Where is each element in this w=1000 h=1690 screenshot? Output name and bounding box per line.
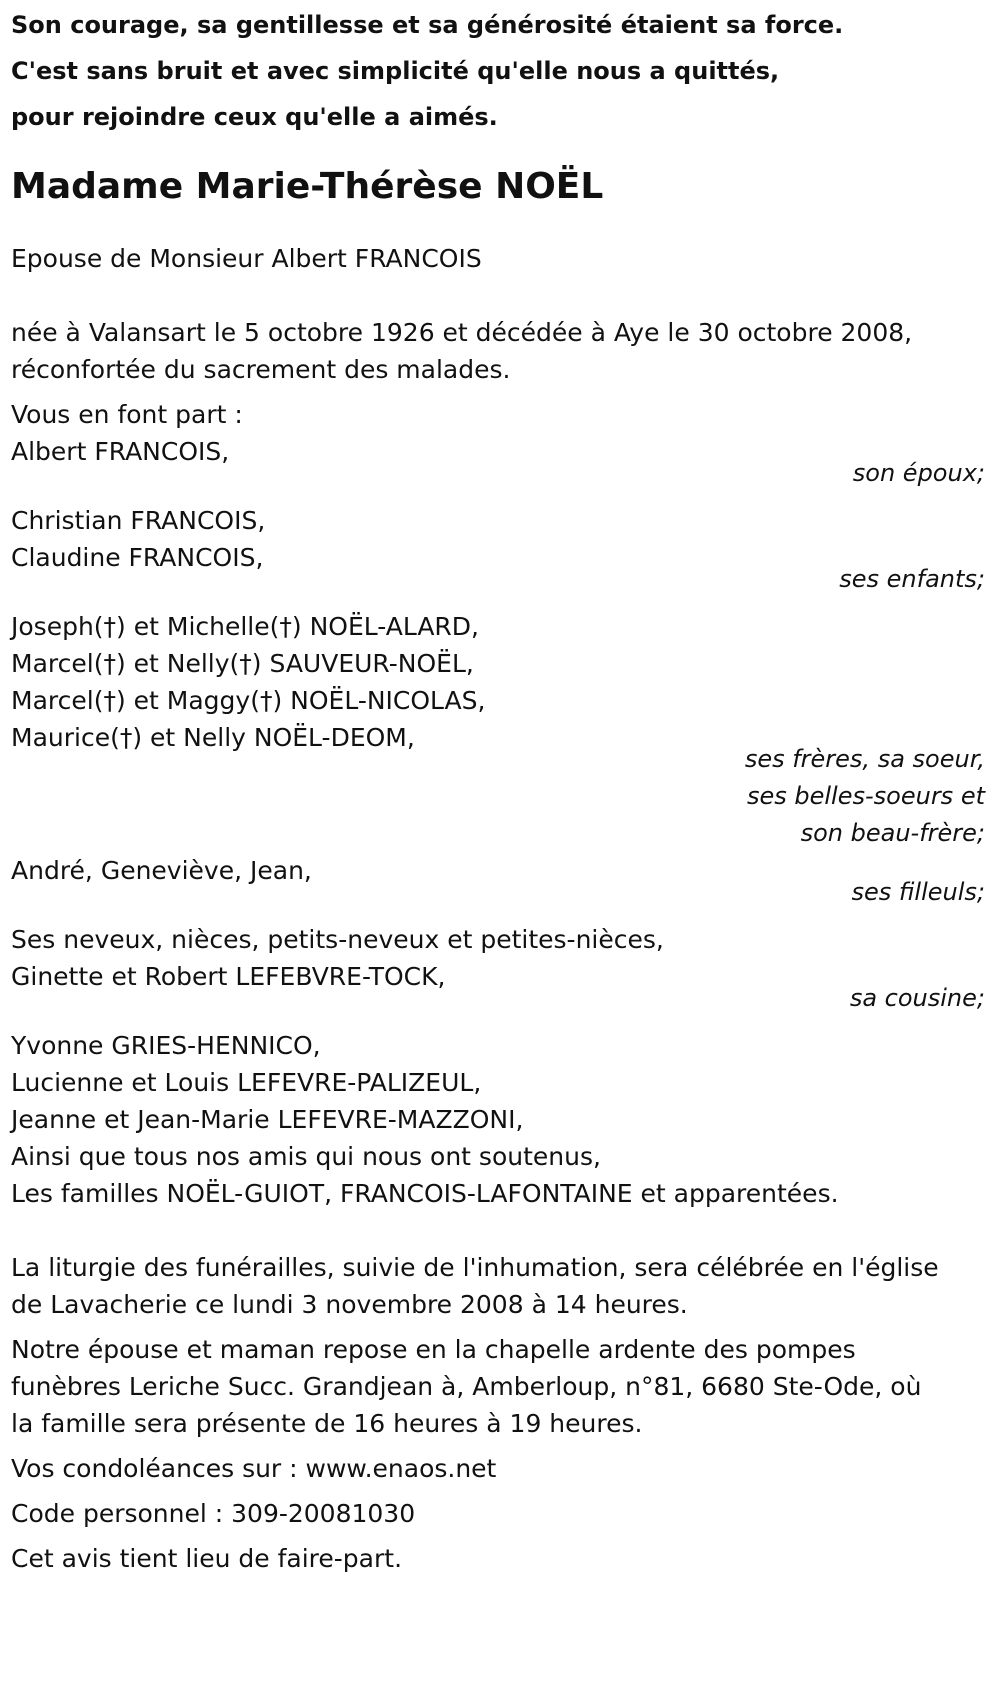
family-group-children [11, 502, 986, 598]
family-group-godchildren [11, 852, 986, 911]
rest-line: funèbres Leriche Succ. Grandjean à, Amberloup, n°81, 6680 Ste-Ode, où [11, 1372, 922, 1401]
intro-line-1: Son courage, sa gentillesse et sa générosité étaient sa force. [11, 11, 844, 39]
list-item: Jeanne et Jean-Marie LEFEVRE-MAZZONI, [11, 1105, 524, 1134]
family-name: Joseph(†) et Michelle(†) NOËL-ALARD, [11, 612, 479, 641]
funeral-line: La liturgie des funérailles, suivie de l'inhumation, sera célébrée en l'église [11, 1253, 939, 1282]
intro-line-3: pour rejoindre ceux qu'elle a aimés. [11, 103, 498, 131]
list-item: Yvonne GRIES-HENNICO, [11, 1031, 321, 1060]
family-name: Christian FRANCOIS, [11, 506, 266, 535]
list-item: Ainsi que tous nos amis qui nous ont soutenus, [11, 1142, 601, 1171]
relation-label: ses filleuls; [851, 878, 985, 906]
rest-info [11, 1331, 986, 1442]
funeral-info [11, 1249, 986, 1323]
notice-line: Cet avis tient lieu de faire-part. [11, 1544, 403, 1573]
condolences-line: Vos condoléances sur : www.enaos.net [11, 1454, 497, 1483]
relation-label: ses enfants; [839, 565, 985, 593]
intro-line-2: C'est sans bruit et avec simplicité qu'elle nous a quittés, [11, 57, 780, 85]
family-name: Marcel(†) et Nelly(†) SAUVEUR-NOËL, [11, 649, 474, 678]
list-item: Lucienne et Louis LEFEVRE-PALIZEUL, [11, 1068, 482, 1097]
rest-line: Notre épouse et maman repose en la chapelle ardente des pompes [11, 1335, 856, 1364]
other-family-list [11, 1027, 986, 1212]
list-item: Les familles NOËL-GUIOT, FRANCOIS-LAFONTAINE et apparentées. [11, 1179, 839, 1208]
family-group-spouse [11, 433, 986, 492]
relation-label: son beau-frère; [800, 819, 985, 847]
personal-code: Code personnel : 309-20081030 [11, 1499, 416, 1528]
relation-label: ses frères, sa soeur, [744, 745, 985, 773]
spouse-line: Epouse de Monsieur Albert FRANCOIS [11, 244, 482, 273]
obituary-notice [11, 0, 986, 1577]
family-name: André, Geneviève, Jean, [11, 856, 312, 885]
birth-death-line-1: née à Valansart le 5 octobre 1926 et décédée à Aye le 30 octobre 2008, [11, 318, 913, 347]
relation-label: sa cousine; [849, 984, 985, 1012]
family-name: Ses neveux, nièces, petits-neveux et petites-nièces, [11, 925, 664, 954]
birth-death-line-2: réconfortée du sacrement des malades. [11, 355, 511, 384]
family-name: Ginette et Robert LEFEBVRE-TOCK, [11, 962, 446, 991]
deceased-name: Madame Marie-Thérèse NOËL [11, 166, 604, 207]
relation-label: son époux; [852, 459, 985, 487]
family-name: Albert FRANCOIS, [11, 437, 230, 466]
family-group-cousin [11, 921, 986, 1017]
family-group-siblings [11, 608, 986, 852]
relation-label: ses belles-soeurs et [746, 782, 985, 810]
funeral-line: de Lavacherie ce lundi 3 novembre 2008 à 14 heures. [11, 1290, 688, 1319]
family-name: Marcel(†) et Maggy(†) NOËL-NICOLAS, [11, 686, 486, 715]
family-name: Maurice(†) et Nelly NOËL-DEOM, [11, 723, 415, 752]
announce-intro: Vous en font part : [11, 400, 243, 429]
rest-line: la famille sera présente de 16 heures à 19 heures. [11, 1409, 643, 1438]
family-name: Claudine FRANCOIS, [11, 543, 264, 572]
